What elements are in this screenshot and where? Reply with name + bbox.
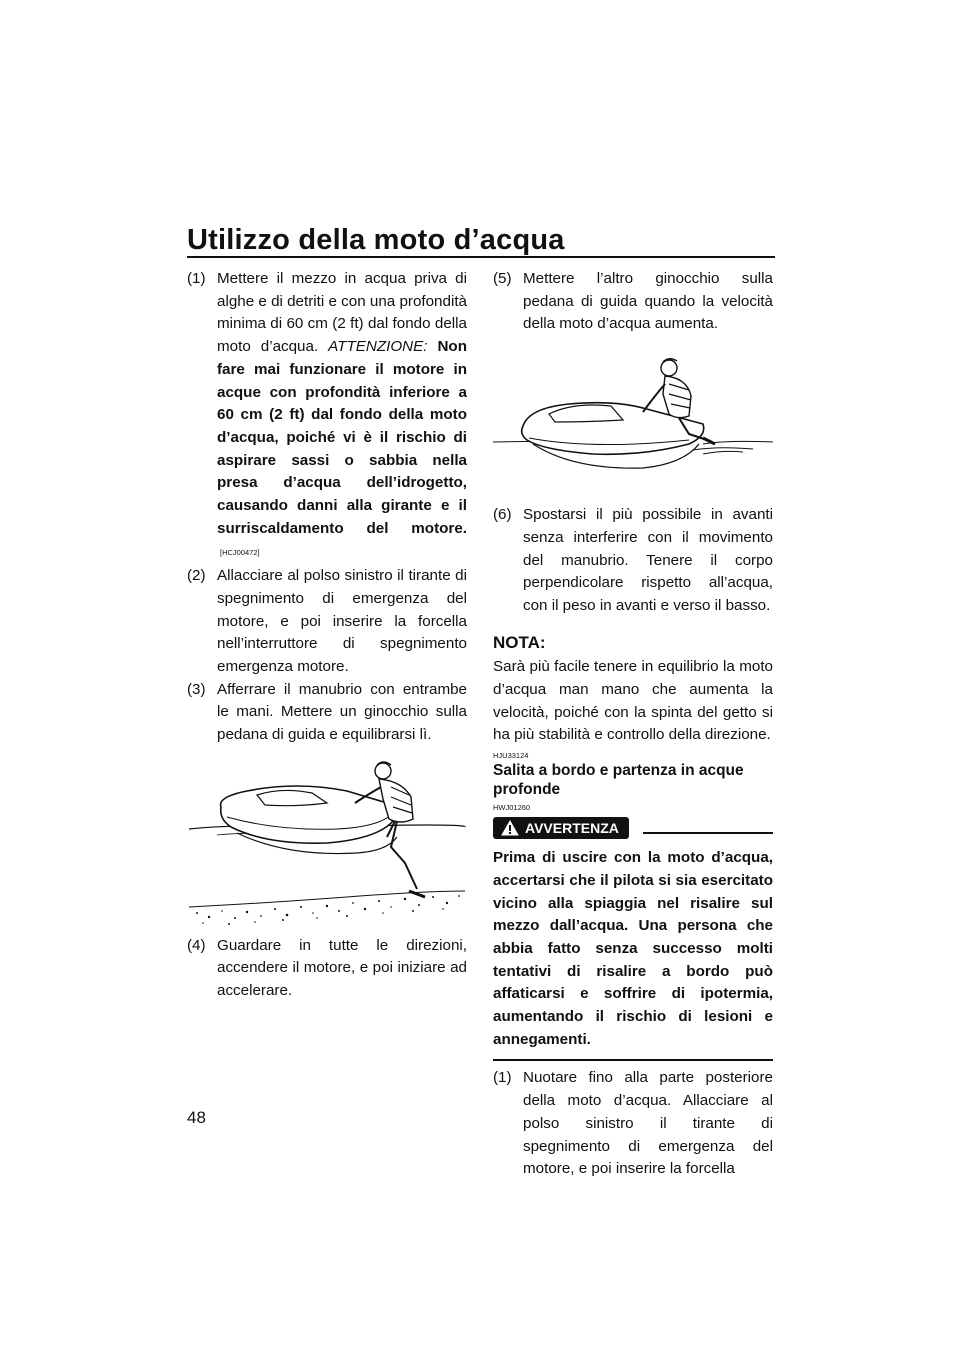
page-header	[187, 222, 775, 258]
page-number: 48	[187, 1108, 206, 1127]
step-text: Mettere il mezzo in acqua priva di alghe e di detriti e con una profondità minima di 60 cm (2 ft) dal fondo della moto d’acqua.	[217, 270, 467, 356]
step-text: Mettere l’altro ginocchio sulla pedana di guida quando la velocità della moto d’acqua aumenta.	[523, 270, 773, 333]
note-text: Sarà più facile tenere in equilibrio la moto d’acqua man mano che aumenta la velocità, poiché con la spinta del getto si ha più stabilità e controllo della direzione.	[493, 658, 773, 744]
step-2	[187, 565, 467, 679]
warning-end-rule	[493, 1059, 773, 1061]
step-number: (5)	[493, 270, 512, 287]
step-text: Guardare in tutte le direzioni, accendere il motore, e poi iniziare ad accelerare.	[217, 936, 467, 1000]
left-column	[187, 268, 467, 1003]
warning-badge	[493, 817, 629, 839]
step-1b	[493, 1067, 773, 1181]
attention-label: ATTENZIONE:	[328, 338, 428, 356]
attention-text: Non fare mai funzionare il motore in acque con profondità inferiore a 60 cm (2 ft) dal fondo della moto d’acqua, poiché vi è il rischio di aspirare sassi o sabbia nella presa d’acqua dell’idrogetto, causando danni alla girante e il surriscaldamento del motore.	[217, 338, 467, 537]
step-1	[187, 268, 467, 565]
warning-text: Prima di uscire con la moto d’acqua, accertarsi che il pilota si sia esercitato vicino alla spiaggia nel risalire sul mezzo dall’acqua. Una persona che abbia fatto senza successo molti tentativi di risalire a bordo può affaticarsi e soffrire di ipotermia, aumentando il rischio di lesioni e annegamenti.	[493, 849, 773, 1048]
step-number: (1)	[493, 1069, 512, 1087]
step-number: (3)	[187, 680, 206, 698]
warning-header	[493, 817, 773, 839]
step-number: (1)	[187, 270, 206, 287]
step-number: (2)	[187, 567, 206, 585]
header-rule	[187, 256, 775, 258]
step-text: Nuotare fino alla parte posteriore della moto d’acqua. Allacciare al polso sinistro il tirante di spegnimento di emergenza del motore, e poi inserire la forcella	[523, 1069, 773, 1178]
step-4	[187, 935, 467, 1003]
illustration-rider-kneeling-shallow-water	[187, 757, 467, 927]
step-number: (4)	[187, 936, 206, 954]
step-number: (6)	[493, 506, 512, 524]
warning-label: AVVERTENZA	[525, 819, 619, 836]
step-5	[493, 268, 773, 336]
right-column	[493, 268, 773, 1181]
warning-triangle-icon	[501, 820, 519, 836]
step-3	[187, 679, 467, 747]
attention-code: [HCJ00472]	[220, 548, 260, 558]
illustration-rider-riding-planing	[493, 346, 773, 496]
step-text: Spostarsi il più possibile in avanti senza interferire con il movimento del manubrio. Tenere il corpo perpendicolare rispetto all’acqua, con il peso in avanti e verso il basso.	[523, 506, 773, 614]
note-heading: NOTA:	[493, 632, 546, 652]
section-title: Salita a bordo e partenza in acque profonde	[493, 762, 744, 799]
step-text: Afferrare il manubrio con entrambe le mani. Mettere un ginocchio sulla pedana di guida e equilibrarsi lì.	[217, 680, 467, 744]
step-text: Allacciare al polso sinistro il tirante di spegnimento di emergenza del motore, e poi inserire la forcella nell’interruttore di spegnimento emergenza motore.	[217, 567, 467, 675]
section-code: HJU33124	[493, 751, 529, 761]
page-title: Utilizzo della moto d’acqua	[187, 224, 565, 256]
step-6	[493, 504, 773, 618]
warning-rule	[643, 832, 773, 834]
warning-code: HWJ01260	[493, 803, 531, 813]
